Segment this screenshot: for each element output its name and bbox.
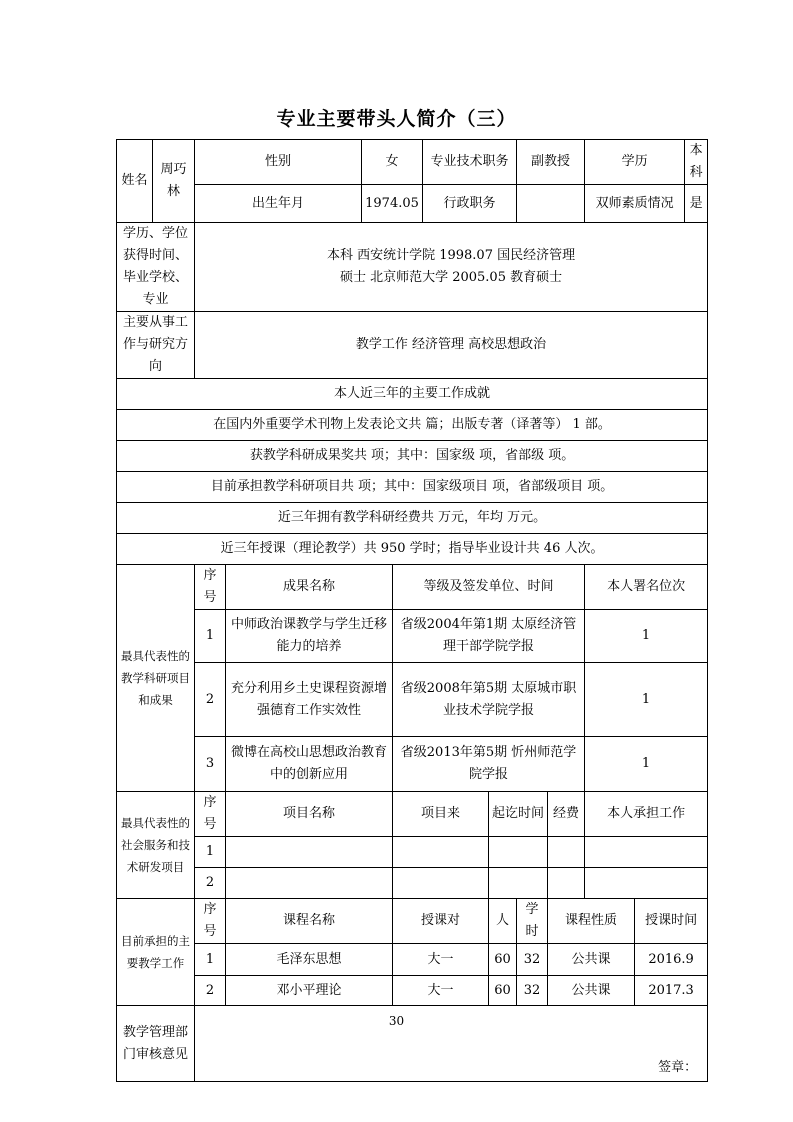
research-value: 教学工作 经济管理 高校思想政治: [195, 312, 708, 379]
signature-label: 签章：: [658, 1060, 698, 1075]
page-title: 专业主要带头人简介（三）: [276, 108, 517, 130]
table-row: 1 中师政治课教学与学生迁移能力的培养 省级2004年第1期 太原经济管理干部学院学报 1: [117, 610, 708, 663]
table-row: 3 微博在高校山思想政治教育中的创新应用 省级2013年第5期 忻州师范学院学报 1: [117, 737, 708, 792]
col-header: 课程名称: [226, 899, 393, 944]
col-header: 起讫时间: [489, 792, 548, 837]
achievements-header: 本人近三年的主要工作成就: [117, 379, 708, 410]
achievement-line: 获教学科研成果奖共 项；其中：国家级 项，省部级 项。: [117, 441, 708, 472]
col-header: 成果名称: [226, 565, 393, 610]
name-value: 周巧林: [153, 140, 195, 223]
achievement-line: 近三年拥有教学科研经费共 万元，年均 万元。: [117, 503, 708, 534]
table-row: 1 毛泽东思想 大一 60 32 公共课 2016.9: [117, 944, 708, 976]
name-label: 姓名: [117, 140, 153, 223]
col-header: 本人署名位次: [585, 565, 708, 610]
col-header: 授课时间: [635, 899, 708, 944]
gender-value: 女: [362, 140, 423, 185]
table-row: 2: [117, 868, 708, 899]
table-row: 2 充分利用乡土史课程资源增强德育工作实效性 省级2008年第5期 太原城市职业技术学院学报 1: [117, 663, 708, 737]
col-header: 授课对: [393, 899, 489, 944]
dual-value: 是: [685, 185, 708, 223]
education-label: 学历: [585, 140, 685, 185]
col-header: 序号: [195, 792, 226, 837]
col-header: 项目来: [393, 792, 489, 837]
achievement-line: 近三年授课（理论教学）共 950 学时；指导毕业设计共 46 人次。: [117, 534, 708, 565]
tech-title-label: 专业技术职务: [423, 140, 517, 185]
degree-value: [195, 223, 708, 312]
representative-label: 最具代表性的教学科研项目和成果: [117, 565, 195, 792]
courses-label: 目前承担的主要教学工作: [117, 899, 195, 1006]
dual-label: 双师素质情况: [585, 185, 685, 223]
col-header: 等级及签发单位、时间: [393, 565, 585, 610]
col-header: 学时: [517, 899, 548, 944]
research-label: 主要从事工作与研究方向: [117, 312, 195, 379]
achievement-line: 目前承担教学科研项目共 项；其中：国家级项目 项，省部级项目 项。: [117, 472, 708, 503]
col-header: 序号: [195, 899, 226, 944]
education-value: 本科: [685, 140, 708, 185]
tech-title-value: 副教授: [517, 140, 585, 185]
degree-line: 本科 西安统计学院 1998.07 国民经济管理: [326, 248, 576, 263]
col-header: 序号: [195, 565, 226, 610]
col-header: 人: [489, 899, 517, 944]
birth-label: 出生年月: [195, 185, 362, 223]
col-header: 经费: [548, 792, 585, 837]
gender-label: 性别: [195, 140, 362, 185]
col-header: 本人承担工作: [585, 792, 708, 837]
profile-table: [116, 139, 708, 1082]
social-label: 最具代表性的社会服务和技术研发项目: [117, 792, 195, 899]
col-header: 项目名称: [226, 792, 393, 837]
birth-value: 1974.05: [362, 185, 423, 223]
table-row: 2 邓小平理论 大一 60 32 公共课 2017.3: [117, 976, 708, 1006]
table-row: 1: [117, 837, 708, 868]
admin-label: 行政职务: [423, 185, 517, 223]
admin-value: [517, 185, 585, 223]
degree-label: 学历、学位获得时间、毕业学校、专业: [117, 223, 195, 312]
degree-line: 硕士 北京师范大学 2005.05 教育硕士: [339, 270, 563, 285]
achievement-line: 在国内外重要学术刊物上发表论文共 篇；出版专著（译著等） 1 部。: [117, 410, 708, 441]
opinion-label: 教学管理部门审核意见: [117, 1006, 195, 1082]
page-number: 30: [388, 1014, 405, 1028]
col-header: 课程性质: [548, 899, 635, 944]
